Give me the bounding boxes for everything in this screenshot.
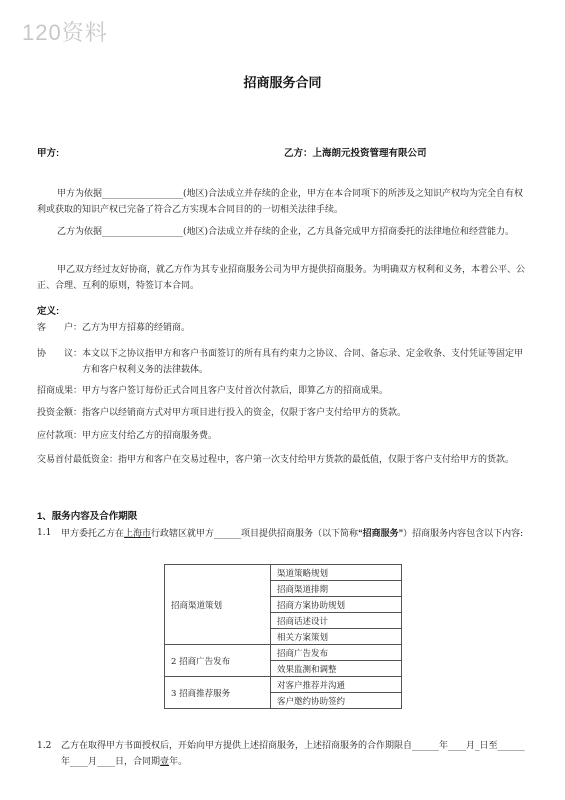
service-content-table bbox=[164, 564, 402, 709]
page-title: 招商服务合同 bbox=[243, 75, 322, 90]
table-category-cell: 2 招商广告发布 bbox=[165, 645, 271, 677]
definition-item: 应付款项： 甲方应支付给乙方的招商服务费。 bbox=[37, 431, 218, 441]
clause-1-2: 1.2 乙方在取得甲方书面授权后，开始向甲方提供上述招商服务，上述招商服务的合作期限自______年____月_日至______年____月____日，合同期壹年。 bbox=[37, 741, 525, 767]
table-item-cell: 客户邀约协助签约 bbox=[271, 693, 402, 709]
table-item-cell: 对客户推荐并沟通 bbox=[271, 677, 402, 693]
table-item-cell: 招商广告发布 bbox=[271, 645, 402, 661]
definition-item: 客 户： 乙方为甲方招募的经销商。 bbox=[37, 323, 191, 333]
party-b-label: 乙方：上海朗元投资管理有限公司 bbox=[284, 148, 427, 159]
definition-item: 投资金额： 指客户以经销商方式对甲方项目进行投入的资金，仅限于客户支付给甲方的货款。 bbox=[37, 408, 407, 418]
definitions-heading: 定义: bbox=[37, 306, 60, 317]
table-item-cell: 招商渠道排期 bbox=[271, 581, 402, 597]
watermark: 120资料 bbox=[22, 20, 108, 45]
section-1-heading: 1、服务内容及合作期限 bbox=[37, 511, 138, 522]
intro-paragraph-3: 甲乙双方经过友好协商，就乙方作为其专业招商服务公司为甲方提供招商服务。为明确双方权利和义务，本着公平、公正、合理、互利的原则，特签订本合同。 bbox=[37, 265, 526, 291]
table-item-cell: 相关方案策划 bbox=[271, 629, 402, 645]
table-category-cell: 3 招商推荐服务 bbox=[165, 677, 271, 709]
table-item-cell: 效果监测和调整 bbox=[271, 661, 402, 677]
table-item-cell: 招商方案协助规划 bbox=[271, 597, 402, 613]
party-a-label: 甲方: bbox=[37, 148, 60, 159]
region-blank: __________________ bbox=[102, 227, 184, 237]
table-category-cell: 招商渠道策划 bbox=[165, 565, 271, 645]
clause-1-1: 1.1 甲方委托乙方在上海市行政辖区就甲方______项目提供招商服务（以下简称“招商服务”）招商服务内容包含以下内容: bbox=[37, 528, 524, 539]
intro-paragraph-1: 甲方为依据__________________(地区)合法成立并存续的企业，甲方在本合同项下的所涉及之知识产权均为完全自有权利或获取的知识产权已完备了符合乙方实现本合同目的的一切相关法律手续。 bbox=[37, 189, 524, 215]
intro-paragraph-2: 乙方为依据__________________(地区)合法成立并存续的企业，乙方具备完成甲方招商委托的法律地位和经营能力。 bbox=[57, 227, 515, 237]
region-blank: __________________ bbox=[102, 189, 184, 199]
definition-item: 交易首付最低资金： 指甲方和客户在交易过程中，客户第一次支付给甲方货款的最低值，仅限于客户支付给甲方的货款。 bbox=[37, 455, 515, 465]
city-field: 上海市 bbox=[124, 529, 152, 539]
table-row bbox=[165, 677, 402, 693]
table-item-cell: 渠道策略规划 bbox=[271, 565, 402, 581]
contract-term-field: 壹 bbox=[160, 757, 170, 767]
project-blank: ______ bbox=[214, 529, 242, 539]
table-row bbox=[165, 565, 402, 581]
table-item-cell: 招商话述设计 bbox=[271, 613, 402, 629]
table-row bbox=[165, 645, 402, 661]
definition-item: 协 议： 本文以下之协议指甲方和客户书面签订的所有具有约束力之协议、合同、备忘录、定金收条、支付凭证等固定甲方和客户权利义务的法律载体。 bbox=[37, 349, 524, 375]
definition-item: 招商成果： 甲方与客户签订每份正式合同且客户支付首次付款后，即算乙方的招商成果。 bbox=[37, 386, 389, 396]
